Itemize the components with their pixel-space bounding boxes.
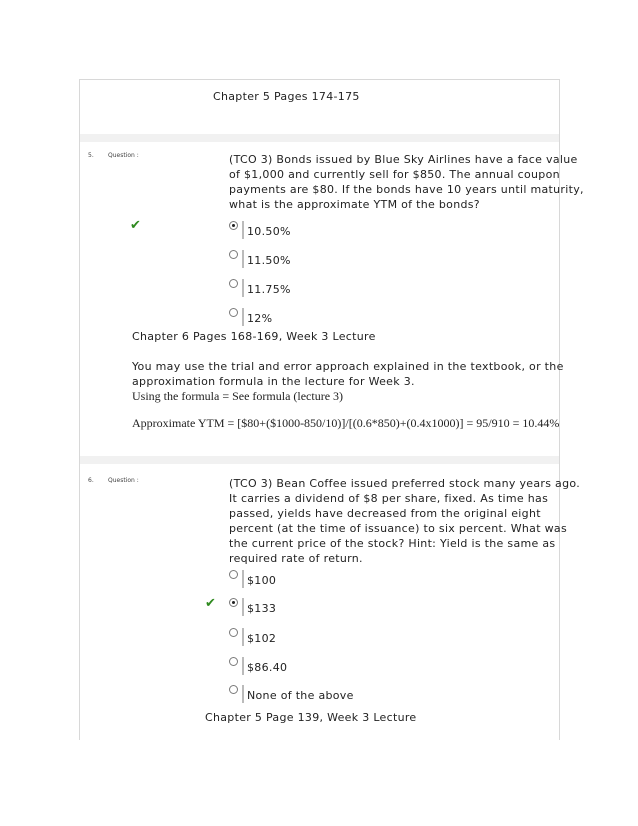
question-label: Question : [108, 152, 139, 159]
separator-band [80, 456, 559, 464]
option-divider [242, 598, 244, 616]
option-label: $133 [247, 602, 277, 615]
question-number: 5. [88, 152, 94, 159]
option-divider [242, 279, 244, 297]
correct-check-icon: ✔ [205, 596, 216, 611]
option-radio-1[interactable] [229, 570, 238, 579]
question-text: (TCO 3) Bean Coffee issued preferred stock many years ago. It carries a dividend of $8 per share, fixed. As time has passed, yields have decreased from the original eight percent (at the time of issuance) to six percent. What was the current price of the stock? Hint: Yield is the same as required rate of return. [229, 477, 581, 565]
answer-reference: Chapter 5 Page 139, Week 3 Lecture [205, 711, 417, 724]
option-radio-1[interactable] [229, 221, 238, 230]
option-label: 11.50% [247, 254, 291, 267]
option-radio-4[interactable] [229, 657, 238, 666]
question-number: 6. [88, 477, 94, 484]
option-label: 12% [247, 312, 273, 325]
option-label: 10.50% [247, 225, 291, 238]
option-label: $100 [247, 574, 277, 587]
answer-formula: Approximate YTM = [$80+($1000-850/10)]/[(0.6*850)+(0.4x1000)] = 95/910 = 10.44% [132, 416, 560, 430]
option-label: None of the above [247, 689, 354, 702]
option-radio-4[interactable] [229, 308, 238, 317]
option-divider [242, 250, 244, 268]
option-label: $102 [247, 632, 277, 645]
option-label: 11.75% [247, 283, 291, 296]
option-divider [242, 308, 244, 326]
option-divider [242, 221, 244, 239]
option-divider [242, 657, 244, 675]
correct-check-icon: ✔ [130, 218, 141, 233]
answer-explanation: You may use the trial and error approach explained in the textbook, or the approximation formula in the lecture for Week 3. Using the formula = See formula (lecture 3) [132, 360, 564, 403]
question-label: Question : [108, 477, 139, 484]
option-radio-3[interactable] [229, 628, 238, 637]
separator-band [80, 134, 559, 142]
option-radio-2[interactable] [229, 250, 238, 259]
option-radio-3[interactable] [229, 279, 238, 288]
option-divider [242, 628, 244, 646]
option-radio-2[interactable] [229, 598, 238, 607]
question-text: (TCO 3) Bonds issued by Blue Sky Airlines have a face value of $1,000 and currently sell for $850. The annual coupon payments are $80. If the bonds have 10 years until maturity, what is the approximate YTM of the bonds? [229, 153, 584, 211]
option-divider [242, 685, 244, 703]
option-radio-5[interactable] [229, 685, 238, 694]
option-label: $86.40 [247, 661, 288, 674]
previous-reference: Chapter 5 Pages 174-175 [213, 90, 360, 103]
question-panel [79, 79, 584, 740]
answer-reference: Chapter 6 Pages 168-169, Week 3 Lecture [132, 330, 376, 343]
option-divider [242, 570, 244, 588]
